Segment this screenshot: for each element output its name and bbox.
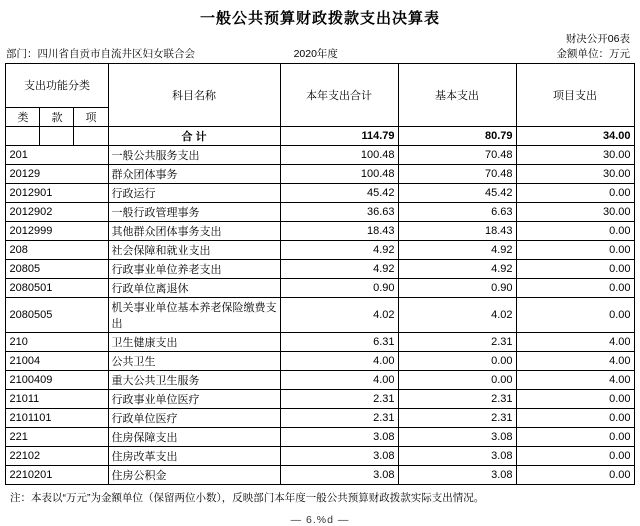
row-year-total: 45.42 [280, 184, 398, 203]
row-year-total: 2.31 [280, 390, 398, 409]
row-subject-name: 住房保障支出 [108, 428, 280, 447]
row-code: 2101101 [6, 409, 108, 428]
row-code: 20129 [6, 165, 108, 184]
row-subject-name: 行政单位医疗 [108, 409, 280, 428]
row-subject-name: 其他群众团体事务支出 [108, 222, 280, 241]
row-basic: 4.92 [398, 241, 516, 260]
row-code: 2080505 [6, 298, 108, 333]
row-project: 30.00 [516, 165, 634, 184]
form-code: 财决公开06表 [565, 33, 630, 45]
header-col-item: 项 [74, 108, 108, 127]
row-subject-name: 行政事业单位养老支出 [108, 260, 280, 279]
row-project: 30.00 [516, 203, 634, 222]
row-subject-name: 行政事业单位医疗 [108, 390, 280, 409]
row-year-total: 18.43 [280, 222, 398, 241]
table-row [6, 222, 634, 241]
table-row [6, 352, 634, 371]
fiscal-year: 2020年度 [293, 48, 338, 60]
row-code: 2080501 [6, 279, 108, 298]
row-project: 4.00 [516, 333, 634, 352]
row-subject-name: 行政单位离退休 [108, 279, 280, 298]
table-row [6, 428, 634, 447]
row-code: 20805 [6, 260, 108, 279]
table-row [6, 203, 634, 222]
row-project: 0.00 [516, 409, 634, 428]
table-row [6, 333, 634, 352]
row-project: 0.00 [516, 222, 634, 241]
row-year-total: 3.08 [280, 447, 398, 466]
row-year-total: 3.08 [280, 428, 398, 447]
row-project: 0.00 [516, 260, 634, 279]
table-row [6, 260, 634, 279]
row-basic: 70.48 [398, 165, 516, 184]
row-year-total: 4.00 [280, 371, 398, 390]
row-project: 0.00 [516, 466, 634, 485]
table-row [6, 165, 634, 184]
row-code: 2012902 [6, 203, 108, 222]
row-basic: 2.31 [398, 390, 516, 409]
row-basic: 2.31 [398, 409, 516, 428]
row-year-total: 2.31 [280, 409, 398, 428]
row-year-total: 4.02 [280, 298, 398, 333]
total-label: 合 计 [108, 127, 280, 146]
amount-unit: 金额单位：万元 [556, 48, 630, 60]
row-project: 0.00 [516, 241, 634, 260]
row-year-total: 0.90 [280, 279, 398, 298]
table-footnote: 注：本表以“万元”为金额单位（保留两位小数），反映部门本年度一般公共预算财政拨款实际支出情况。 [10, 492, 485, 504]
department-line [6, 46, 195, 61]
table-row [6, 241, 634, 260]
row-basic: 2.31 [398, 333, 516, 352]
header-basic: 基本支出 [398, 64, 516, 127]
header-year-total: 本年支出合计 [280, 64, 398, 127]
row-code: 210 [6, 333, 108, 352]
row-basic: 0.00 [398, 352, 516, 371]
row-subject-name: 群众团体事务 [108, 165, 280, 184]
row-project: 0.00 [516, 279, 634, 298]
header-col-class: 类 [6, 108, 40, 127]
row-year-total: 100.48 [280, 146, 398, 165]
row-basic: 4.02 [398, 298, 516, 333]
row-year-total: 4.92 [280, 260, 398, 279]
table-total-row [6, 127, 634, 146]
row-project: 0.00 [516, 184, 634, 203]
row-code: 2012999 [6, 222, 108, 241]
table-row [6, 466, 634, 485]
header-subject-name: 科目名称 [108, 64, 280, 127]
row-code: 2210201 [6, 466, 108, 485]
header-col-section: 款 [40, 108, 74, 127]
table-row [6, 371, 634, 390]
table-row [6, 279, 634, 298]
row-code: 208 [6, 241, 108, 260]
table-row [6, 390, 634, 409]
row-code: 21011 [6, 390, 108, 409]
table-row [6, 184, 634, 203]
row-year-total: 4.92 [280, 241, 398, 260]
row-subject-name: 住房公积金 [108, 466, 280, 485]
row-subject-name: 社会保障和就业支出 [108, 241, 280, 260]
row-code: 2012901 [6, 184, 108, 203]
table-row [6, 146, 634, 165]
total-year-total: 114.79 [280, 127, 398, 146]
budget-expenditure-table [5, 63, 634, 485]
total-project: 34.00 [516, 127, 634, 146]
page-title: 一般公共预算财政拨款支出决算表 [199, 10, 440, 27]
row-basic: 4.92 [398, 260, 516, 279]
row-subject-name: 住房改革支出 [108, 447, 280, 466]
row-subject-name: 卫生健康支出 [108, 333, 280, 352]
row-code: 22102 [6, 447, 108, 466]
row-project: 30.00 [516, 146, 634, 165]
row-year-total: 6.31 [280, 333, 398, 352]
total-basic: 80.79 [398, 127, 516, 146]
row-code: 2100409 [6, 371, 108, 390]
row-year-total: 3.08 [280, 466, 398, 485]
table-row [6, 447, 634, 466]
row-project: 0.00 [516, 390, 634, 409]
table-row [6, 409, 634, 428]
row-code: 221 [6, 428, 108, 447]
row-code: 21004 [6, 352, 108, 371]
row-project: 0.00 [516, 447, 634, 466]
row-subject-name: 机关事业单位基本养老保险缴费支出 [108, 298, 280, 333]
row-basic: 6.63 [398, 203, 516, 222]
row-basic: 3.08 [398, 428, 516, 447]
row-project: 4.00 [516, 352, 634, 371]
row-basic: 18.43 [398, 222, 516, 241]
row-project: 4.00 [516, 371, 634, 390]
row-subject-name: 一般公共服务支出 [108, 146, 280, 165]
department-label: 部门： [6, 48, 38, 60]
row-subject-name: 公共卫生 [108, 352, 280, 371]
table-row [6, 298, 634, 333]
row-basic: 45.42 [398, 184, 516, 203]
row-basic: 0.90 [398, 279, 516, 298]
row-project: 0.00 [516, 298, 634, 333]
row-subject-name: 一般行政管理事务 [108, 203, 280, 222]
row-basic: 0.00 [398, 371, 516, 390]
row-basic: 3.08 [398, 447, 516, 466]
row-project: 0.00 [516, 428, 634, 447]
page-number: — 6.%d — [290, 514, 350, 526]
header-project: 项目支出 [516, 64, 634, 127]
row-subject-name: 行政运行 [108, 184, 280, 203]
row-basic: 3.08 [398, 466, 516, 485]
row-year-total: 36.63 [280, 203, 398, 222]
row-year-total: 4.00 [280, 352, 398, 371]
row-code: 201 [6, 146, 108, 165]
row-subject-name: 重大公共卫生服务 [108, 371, 280, 390]
header-function-class: 支出功能分类 [6, 64, 108, 108]
row-basic: 70.48 [398, 146, 516, 165]
row-year-total: 100.48 [280, 165, 398, 184]
department-name: 四川省自贡市自流井区妇女联合会 [37, 48, 195, 60]
